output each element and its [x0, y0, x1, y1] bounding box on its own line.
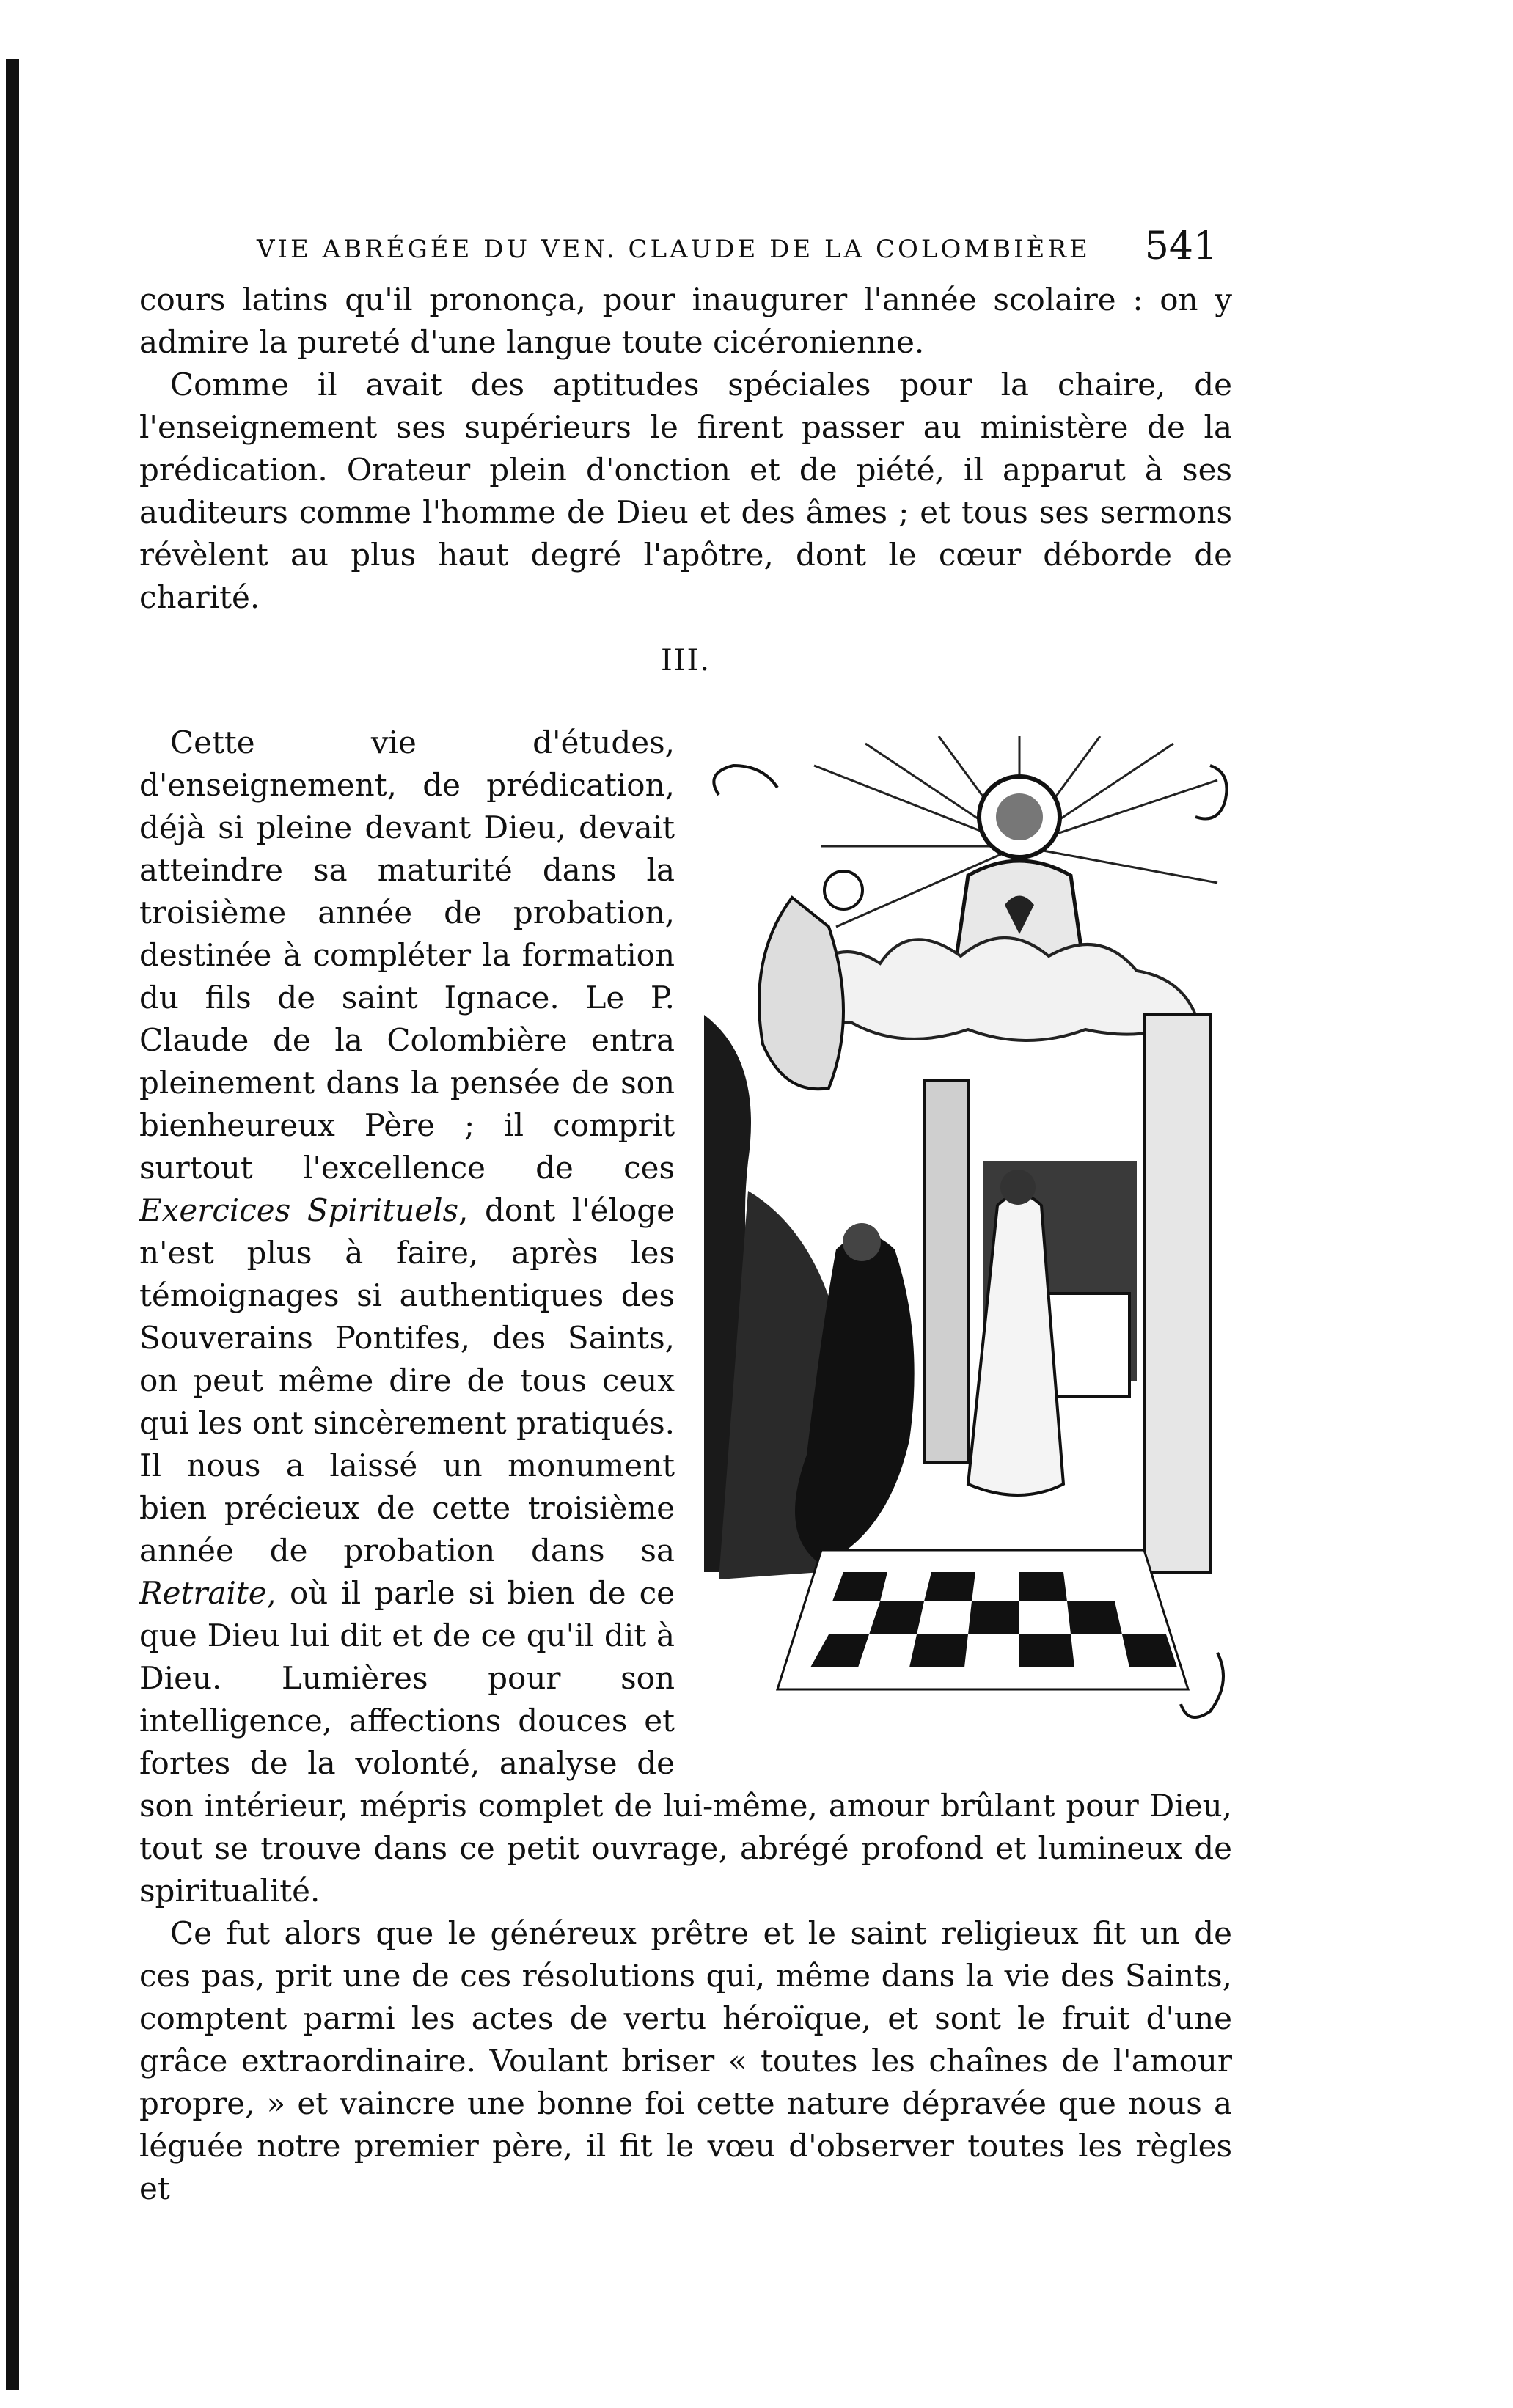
paragraph-3-wrap: [139, 722, 1232, 1912]
sacred-heart-engraving-image: [704, 736, 1232, 1755]
scan-edge-bar: [6, 59, 19, 2390]
running-head: [139, 220, 1232, 279]
engraving-illustration: [704, 736, 1232, 1755]
paragraph-2: Comme il avait des aptitudes spéciales pour la chaire, de l'enseignement ses supérieurs le firent passer au ministère de la prédication. Orateur plein d'onction et de piété, il apparut à ses auditeurs comme l'homme de Dieu et des âmes ; et tous ses sermons révèlent au plus haut degré l'apôtre, dont le cœur déborde de charité.: [139, 367, 1232, 615]
page-number: 541: [1144, 224, 1217, 268]
exercices-spirituels-italic: Exercices Spirituels: [139, 1192, 459, 1228]
section-number: III.: [660, 644, 711, 678]
paragraph-3-part-b: , dont l'éloge n'est plus à faire, après les témoignages si authentiques des Souverains Pontifes, des Saints, on peut même dire de tous ceux qui les ont sincèrement pratiqués. Il nous a laissé un monument bien précieux de cette troisième année de probation dans sa: [139, 1192, 675, 1568]
paragraph-3-part-a: Cette vie d'études, d'enseignement, de prédication, déjà si pleine devant Dieu, devait atteindre sa maturité dans la troisième année de probation, destinée à compléter la formation du fils de saint Ignace. Le P. Claude de la Colombière entra pleinement dans la pensée de son bienheureux Père ; il comprit surtout l'excellence de ces: [139, 724, 675, 1186]
paragraph-4: Ce fut alors que le généreux prêtre et le saint religieux fit un de ces pas, prit une de ces résolutions qui, même dans la vie des Saints, comptent parmi les actes de vertu héroïque, et sont le fruit d'une grâce extraordinaire. Voulant briser « toutes les chaînes de l'amour propre, » et vaincre une bonne foi cette nature dépravée que nous a léguée notre premier père, il fit le vœu d'observer toutes les règles et: [139, 1915, 1232, 2206]
retraite-italic: Retraite: [139, 1575, 267, 1611]
page-content: [139, 220, 1232, 2210]
paragraph-1: cours latins qu'il prononça, pour inaugurer l'année scolaire : on y admire la pureté d'une langue toute cicéronienne.: [139, 282, 1232, 360]
paragraph-3-part-c: , où il parle si bien de ce que Dieu lui dit et de ce qu'il dit à Dieu. Lumières pour son intelligence, affections douces et fortes de la volonté, analyse de son intérieur, mépris complet de lui-même, amour brûlant pour Dieu, tout se trouve dans ce petit ouvrage, abrégé profond et lumineux de spiritualité.: [139, 1575, 1232, 1909]
running-title: VIE ABRÉGÉE DU VEN. CLAUDE DE LA COLOMBIÈRE: [257, 235, 1091, 264]
